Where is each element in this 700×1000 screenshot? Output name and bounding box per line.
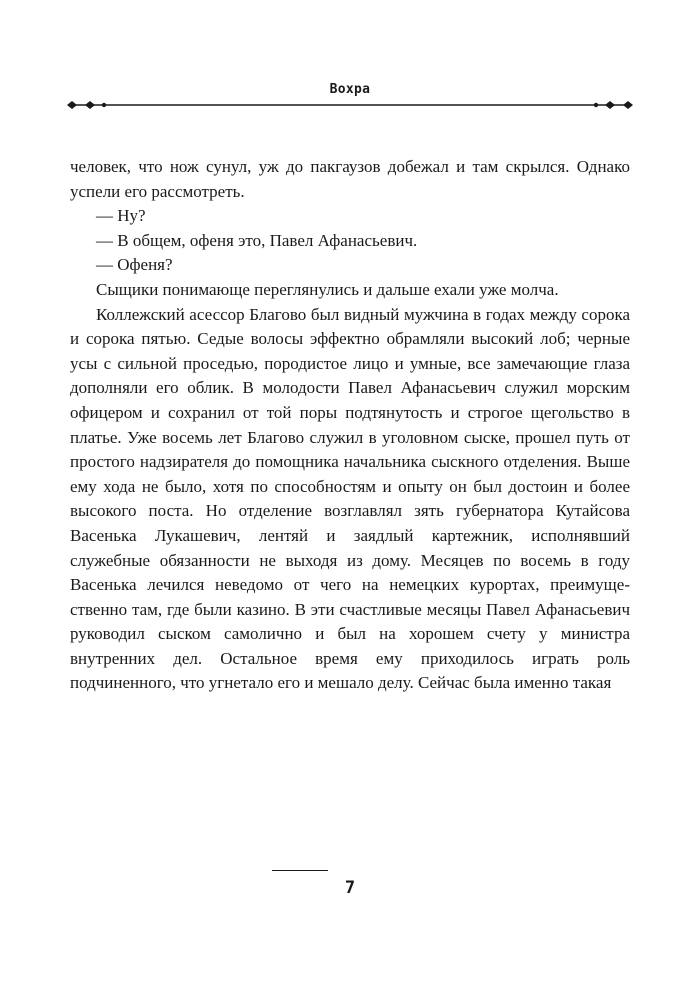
body-text xyxy=(70,155,630,696)
footer-rule xyxy=(272,870,328,871)
paragraph: — Ну? xyxy=(96,206,146,226)
running-header-title: Вохра xyxy=(329,82,371,97)
paragraph: — Офеня? xyxy=(96,255,173,275)
paragraph: Коллежский асессор Благово был видный мужчина в годах между сорока и сорока пятью. Седые волосы эффектно обрамляли высокий лоб; черные усы с сильной проседью, породистое лицо и умные, все замечающие глаза дополняли его облик. В молодости Павел Афанасьевич служил морским офицером и сохранил от той поры подтянутость и строгое щегольство в платье. Уже восемь лет Благово служил в уголовном сыске, прошел путь от простого надзирателя до помощника начальника сыскного отделения. Выше ему хода не было, хотя по способностям и опыту он был достоин и более высокого поста. Но отделение возглавлял зять губернатора Кутайсова Васенька Лукашевич, лентяй и заядлый картежник, исполнявший служебные обязанности не выходя из дому. Месяцев по восемь в году Васенька лечился неведомо от чего на немецких курортах, преимущественно там, где были казино. В эти счастливые месяцы Павел Афанасьевич руководил сыском самолично и был на хорошем счету у министра внутренних дел. Остальное время ему приходилось играть роль подчиненного, что угнетало его и мешало делу. Сейчас была именно такая xyxy=(70,304,630,693)
paragraph: Сыщики понимающе переглянулись и дальше ехали уже молча. xyxy=(96,279,559,299)
paragraph: человек, что нож сунул, уж до пакгаузов добежал и там скрылся. Однако успели его рассмотреть. xyxy=(70,157,630,201)
page-number: 7 xyxy=(344,878,356,898)
running-header xyxy=(0,80,700,120)
paragraph: — В общем, офеня это, Павел Афанасьевич. xyxy=(96,230,418,250)
